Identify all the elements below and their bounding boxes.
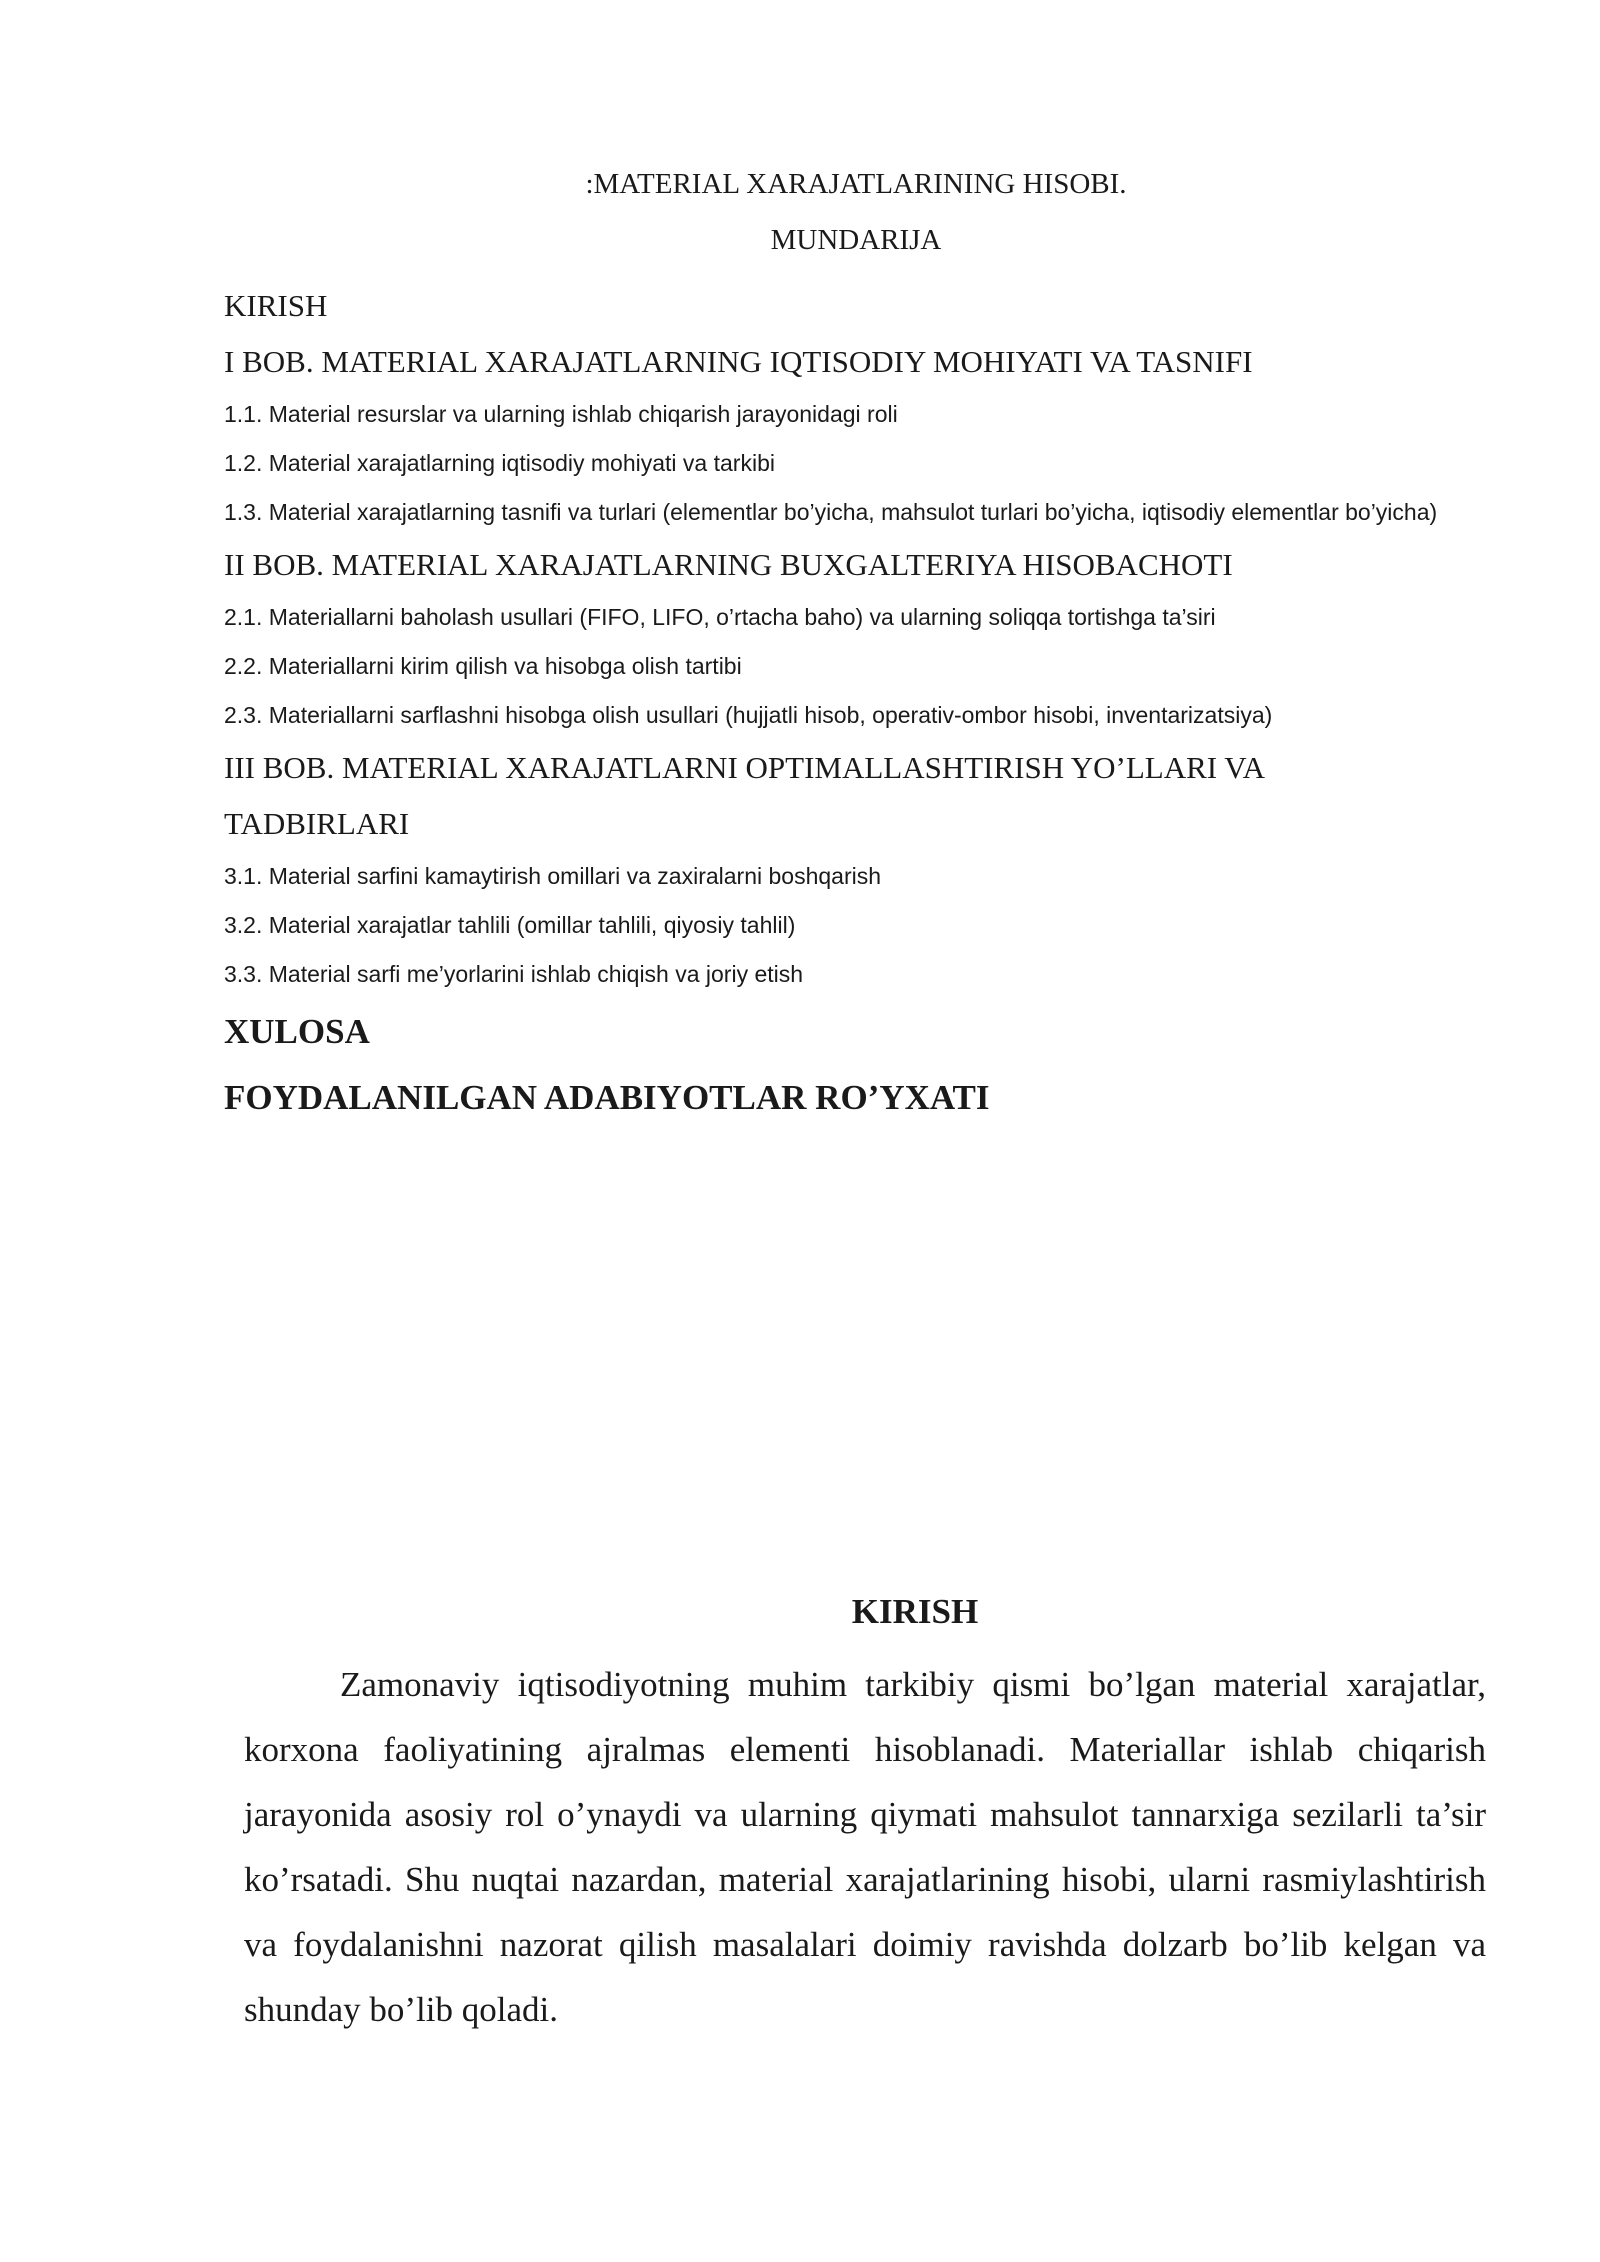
toc-section-2-2: 2.2. Materiallarni kirim qilish va hisobga olish tartibi [224, 653, 742, 679]
toc-section-1-2: 1.2. Material xarajatlarning iqtisodiy mohiyati va tarkibi [224, 450, 775, 476]
document-title: :MATERIAL XARAJATLARINING HISOBI. [585, 168, 1127, 200]
toc-section-3-2: 3.2. Material xarajatlar tahlili (omillar tahlili, qiyosiy tahlil) [224, 912, 796, 938]
toc-section-1-3: 1.3. Material xarajatlarning tasnifi va turlari (elementlar bo’yicha, mahsulot turlari bo’yicha, iqtisodiy elementlar bo’yicha) [224, 499, 1438, 525]
toc-section-3-3: 3.3. Material sarfi me’yorlarini ishlab chiqish va joriy etish [224, 961, 804, 987]
toc-item-intro: KIRISH [224, 288, 328, 323]
toc-section-2-1: 2.1. Materiallarni baholash usullari (FIFO, LIFO, o’rtacha baho) va ularning soliqqa tortishga ta’siri [224, 604, 1216, 630]
toc-item-references: FOYDALANILGAN ADABIYOTLAR RO’YXATI [224, 1078, 990, 1117]
toc-heading: MUNDARIJA [770, 224, 942, 256]
toc-section-2-3: 2.3. Materiallarni sarflashni hisobga olish usullari (hujjatli hisob, operativ-ombor hisobi, inventarizatsiya) [224, 702, 1273, 728]
toc-chapter-2: II BOB. MATERIAL XARAJATLARNING BUXGALTERIYA HISOBACHOTI [224, 547, 1233, 582]
table-of-contents [224, 278, 1464, 1131]
toc-section-1-1: 1.1. Material resurslar va ularning ishlab chiqarish jarayonidagi roli [224, 401, 898, 427]
intro-heading: KIRISH [851, 1592, 979, 1631]
toc-chapter-3: III BOB. MATERIAL XARAJATLARNI OPTIMALLASHTIRISH YO’LLARI VA TADBIRLARI [224, 750, 1264, 841]
intro-paragraph: Zamonaviy iqtisodiyotning muhim tarkibiy qismi bo’lgan material xarajatlar, korxona faoliyatining ajralmas elementi hisoblanadi. Materiallar ishlab chiqarish jarayonida asosiy rol o’ynaydi va ularning qiymati mahsulot tannarxiga sezilarli ta’sir ko’rsatadi. Shu nuqtai nazardan, material xarajatlarining hisobi, ularni rasmiylashtirish va foydalanishni nazorat qilish masalalari doimiy ravishda dolzarb bo’lib kelgan va shunday bo’lib qoladi. [244, 1665, 1486, 2029]
toc-section-3-1: 3.1. Material sarfini kamaytirish omillari va zaxiralarni boshqarish [224, 863, 882, 889]
toc-chapter-1: I BOB. MATERIAL XARAJATLARNING IQTISODIY MOHIYATI VA TASNIFI [224, 344, 1253, 379]
toc-item-conclusion: XULOSA [224, 1012, 370, 1051]
